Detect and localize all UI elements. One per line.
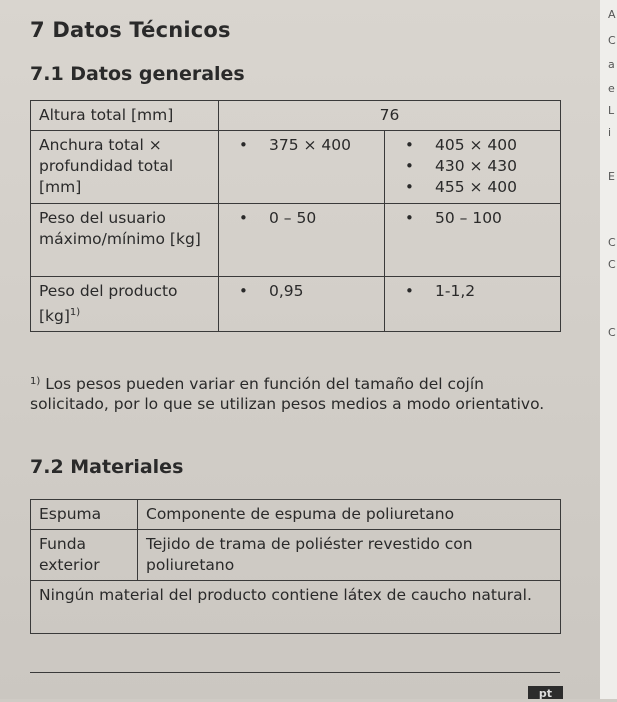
page-tab: pt <box>528 686 563 699</box>
general-data-table <box>30 100 561 332</box>
materials-table <box>30 499 561 634</box>
list-item: • 430 × 430 <box>405 156 552 177</box>
list-item: • 50 – 100 <box>405 208 552 229</box>
footnote <box>30 372 560 414</box>
edge-letter: C <box>608 236 616 249</box>
user-weight-col2 <box>385 204 561 277</box>
subsection-title-general: 7.1 Datos generales <box>30 63 245 85</box>
product-weight-cell <box>31 277 219 332</box>
product-weight-col1 <box>219 277 385 332</box>
table-row <box>31 204 561 277</box>
edge-letter: i <box>608 126 612 139</box>
footnote-marker: 1) <box>30 376 41 387</box>
edge-letter: L <box>608 104 615 117</box>
user-weight-col1 <box>219 204 385 277</box>
list-item: • 455 × 400 <box>405 177 552 198</box>
total-height-label: Altura total [mm] <box>31 101 219 131</box>
foam-value: Componente de espuma de poliuretano <box>138 500 561 530</box>
subsection-title-materials: 7.2 Materiales <box>30 456 184 478</box>
product-weight-col2 <box>385 277 561 332</box>
product-weight-label: Peso del producto [kg] <box>39 282 178 326</box>
width-depth-col2 <box>385 131 561 204</box>
list-item: • 1-1,2 <box>405 281 552 302</box>
table-row <box>31 581 561 634</box>
cover-value: Tejido de trama de poliéster revestido con poliuretano <box>138 530 561 581</box>
list-item: • 375 × 400 <box>239 135 376 156</box>
edge-letter: C <box>608 258 616 271</box>
width-depth-label: Anchura total × profundidad total [mm] <box>31 131 219 204</box>
list-item: • 405 × 400 <box>405 135 552 156</box>
section-title: 7 Datos Técnicos <box>30 18 231 42</box>
divider <box>30 672 560 673</box>
cover-label: Funda exterior <box>31 530 138 581</box>
table-row <box>31 101 561 131</box>
list-item: • 0,95 <box>239 281 376 302</box>
adjacent-page-edge <box>600 0 617 699</box>
width-depth-col1 <box>219 131 385 204</box>
edge-letter: a <box>608 58 615 71</box>
footnote-ref: 1) <box>69 307 81 318</box>
table-row <box>31 500 561 530</box>
footnote-text: Los pesos pueden variar en función del tamaño del cojín solicitado, por lo que se utilizan pesos medios a modo orientativo. <box>30 375 545 413</box>
edge-letter: E <box>608 170 615 183</box>
table-row <box>31 131 561 204</box>
edge-letter: C <box>608 326 616 339</box>
latex-note: Ningún material del producto contiene látex de caucho natural. <box>31 581 561 634</box>
foam-label: Espuma <box>31 500 138 530</box>
edge-letter: A <box>608 8 616 21</box>
edge-letter: C <box>608 34 616 47</box>
total-height-value: 76 <box>219 101 561 131</box>
list-item: • 0 – 50 <box>239 208 376 229</box>
table-row <box>31 530 561 581</box>
edge-letter: e <box>608 82 615 95</box>
user-weight-label: Peso del usuario máximo/mínimo [kg] <box>31 204 219 277</box>
table-row <box>31 277 561 332</box>
